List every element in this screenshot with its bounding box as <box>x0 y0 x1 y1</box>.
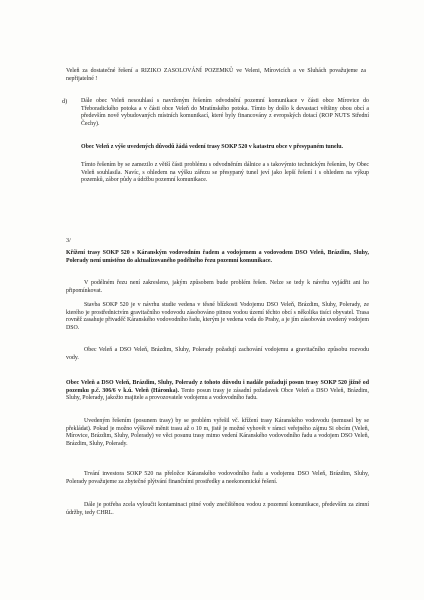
paragraph-final: Dále je potřeba zcela vyloučit kontaminaci pitné vody znečištěnou vodou z pozemní komunikace, především za zimní údržby, tedy CHRL. <box>66 502 369 516</box>
paragraph-construction: Stavba SOKP 520 je v návrhu studie vedena v těsné blízkosti Vodojemu DSO Veleň, Brázdim, Sluhy, Polerady, ze kterého je prostřednictvím gravitačního vodovodu zásobováno pitnou vodou území těchto obcí s několika tisíci obyvatel. Trasa rovněž zasahuje přivaděč Káranského vodovodního řadu, kterým je vedena voda do Prahy, a je jím zásobován uvedený vodojem DSO. <box>66 302 369 331</box>
paragraph-investor: Trvání investora SOKP 520 na přeložce Káranského vodovodního řadu a vodojemu DSO Veleň, Brázdim, Sluhy, Polerady považujeme za zbytečné plýtvání finančními prostředky a neekonomické řešení. <box>66 471 369 485</box>
paragraph-shift-rest: Tento posun trasy je zásadní požadavek Obce Veleň a DSO Veleň, Brázdim, Sluhy, Polerady, jakožto majitele a provozovatele vodojemu a vodovodního řadu. <box>66 387 369 401</box>
heading-shift-request: Obec Veleň a DSO Veleň, Brázdim, Sluhy, Polerady z tohoto důvodu i nadále požadují posun trasy SOKP 520 jižně od pozemku p.č. 306/6 v k.ú. Veleň (Háronka). <box>66 380 369 394</box>
paragraph-tunnel: Tímto řešením by se zamezilo z větší části problému s odvodněním dálnice a s takovýmto technickým řešením, by Obec Veleň souhlasila. Navíc, s ohledem na výšku zářezu se přesypaný tunel jeví jako lepší řešení i s ohledem na výkup pozemků, zábor půdy a údržbu pozemní komunikace. <box>81 162 369 183</box>
paragraph-section-missing: V podélném řezu není zakresleno, jakým způsobem bude problém řešen. Nelze se tedy k návrhu vyjádřit ani ho připomínkovat. <box>66 280 369 294</box>
section-marker-3: 3/ <box>66 237 71 244</box>
paragraph-item-d: Dále obec Veleň nesouhlasí s navrženým řešením odvodnění pozemní komunikace v části obce Mírovice do Třeboradického potoka a v části obce Veleň do Mratínského potoka. Tímto by došlo k devastaci většiny obou obcí a především nově vybudovaných místních komunikací, které byly financovány z evropských dotací (ROP NUTS Střední Čechy). <box>81 98 369 127</box>
paragraph-shift <box>66 380 369 403</box>
heading-crossing: Křížení trasy SOKP 520 s Káranským vodovodním řadem a vodojemem a vodovodem DSO Veleň, Brázdim, Sluhy, Polerady není umístěno do aktualizovaného podélného řezu pozemní komunikace. <box>66 250 369 264</box>
list-marker-d: d) <box>62 98 68 105</box>
paragraph-intro: Veleň za dostatečné řešení a RIZIKO ZASOLOVÁNÍ POZEMKŮ ve Veleni, Mírovicích a ve Sluhách považujeme za nepřijatelné ! <box>66 68 366 82</box>
heading-tunnel-request: Obec Veleň z výše uvedených důvodů žádá vedení trasy SOKP 520 v katastru obce v přesypaném tunelu. <box>81 144 343 150</box>
paragraph-solution: Uvedeným řešením (posunem trasy) by se problém vyřešil vč. křížení trasy Káranského vodovodu (nemusel by se překládat). Pokud je možno výškově měnit trasu až o 10 m, jistě je možné vyhovět v rámci veřejného zájmu Si obcím (Veleň, Mírovice, Brázdim, Sluhy, Polerady) ve věci posunu trasy mimo vedení Káranského vodovodního řadu a vodojem DSO Veleň, Brázdim, Sluhy, Polerady. <box>66 418 369 447</box>
paragraph-requirement: Obec Veleň a DSO Veleň, Brázdim, Sluhy, Polerady požadují zachování vodojemu a gravitačního způsobu rozvodu vody. <box>66 347 369 361</box>
